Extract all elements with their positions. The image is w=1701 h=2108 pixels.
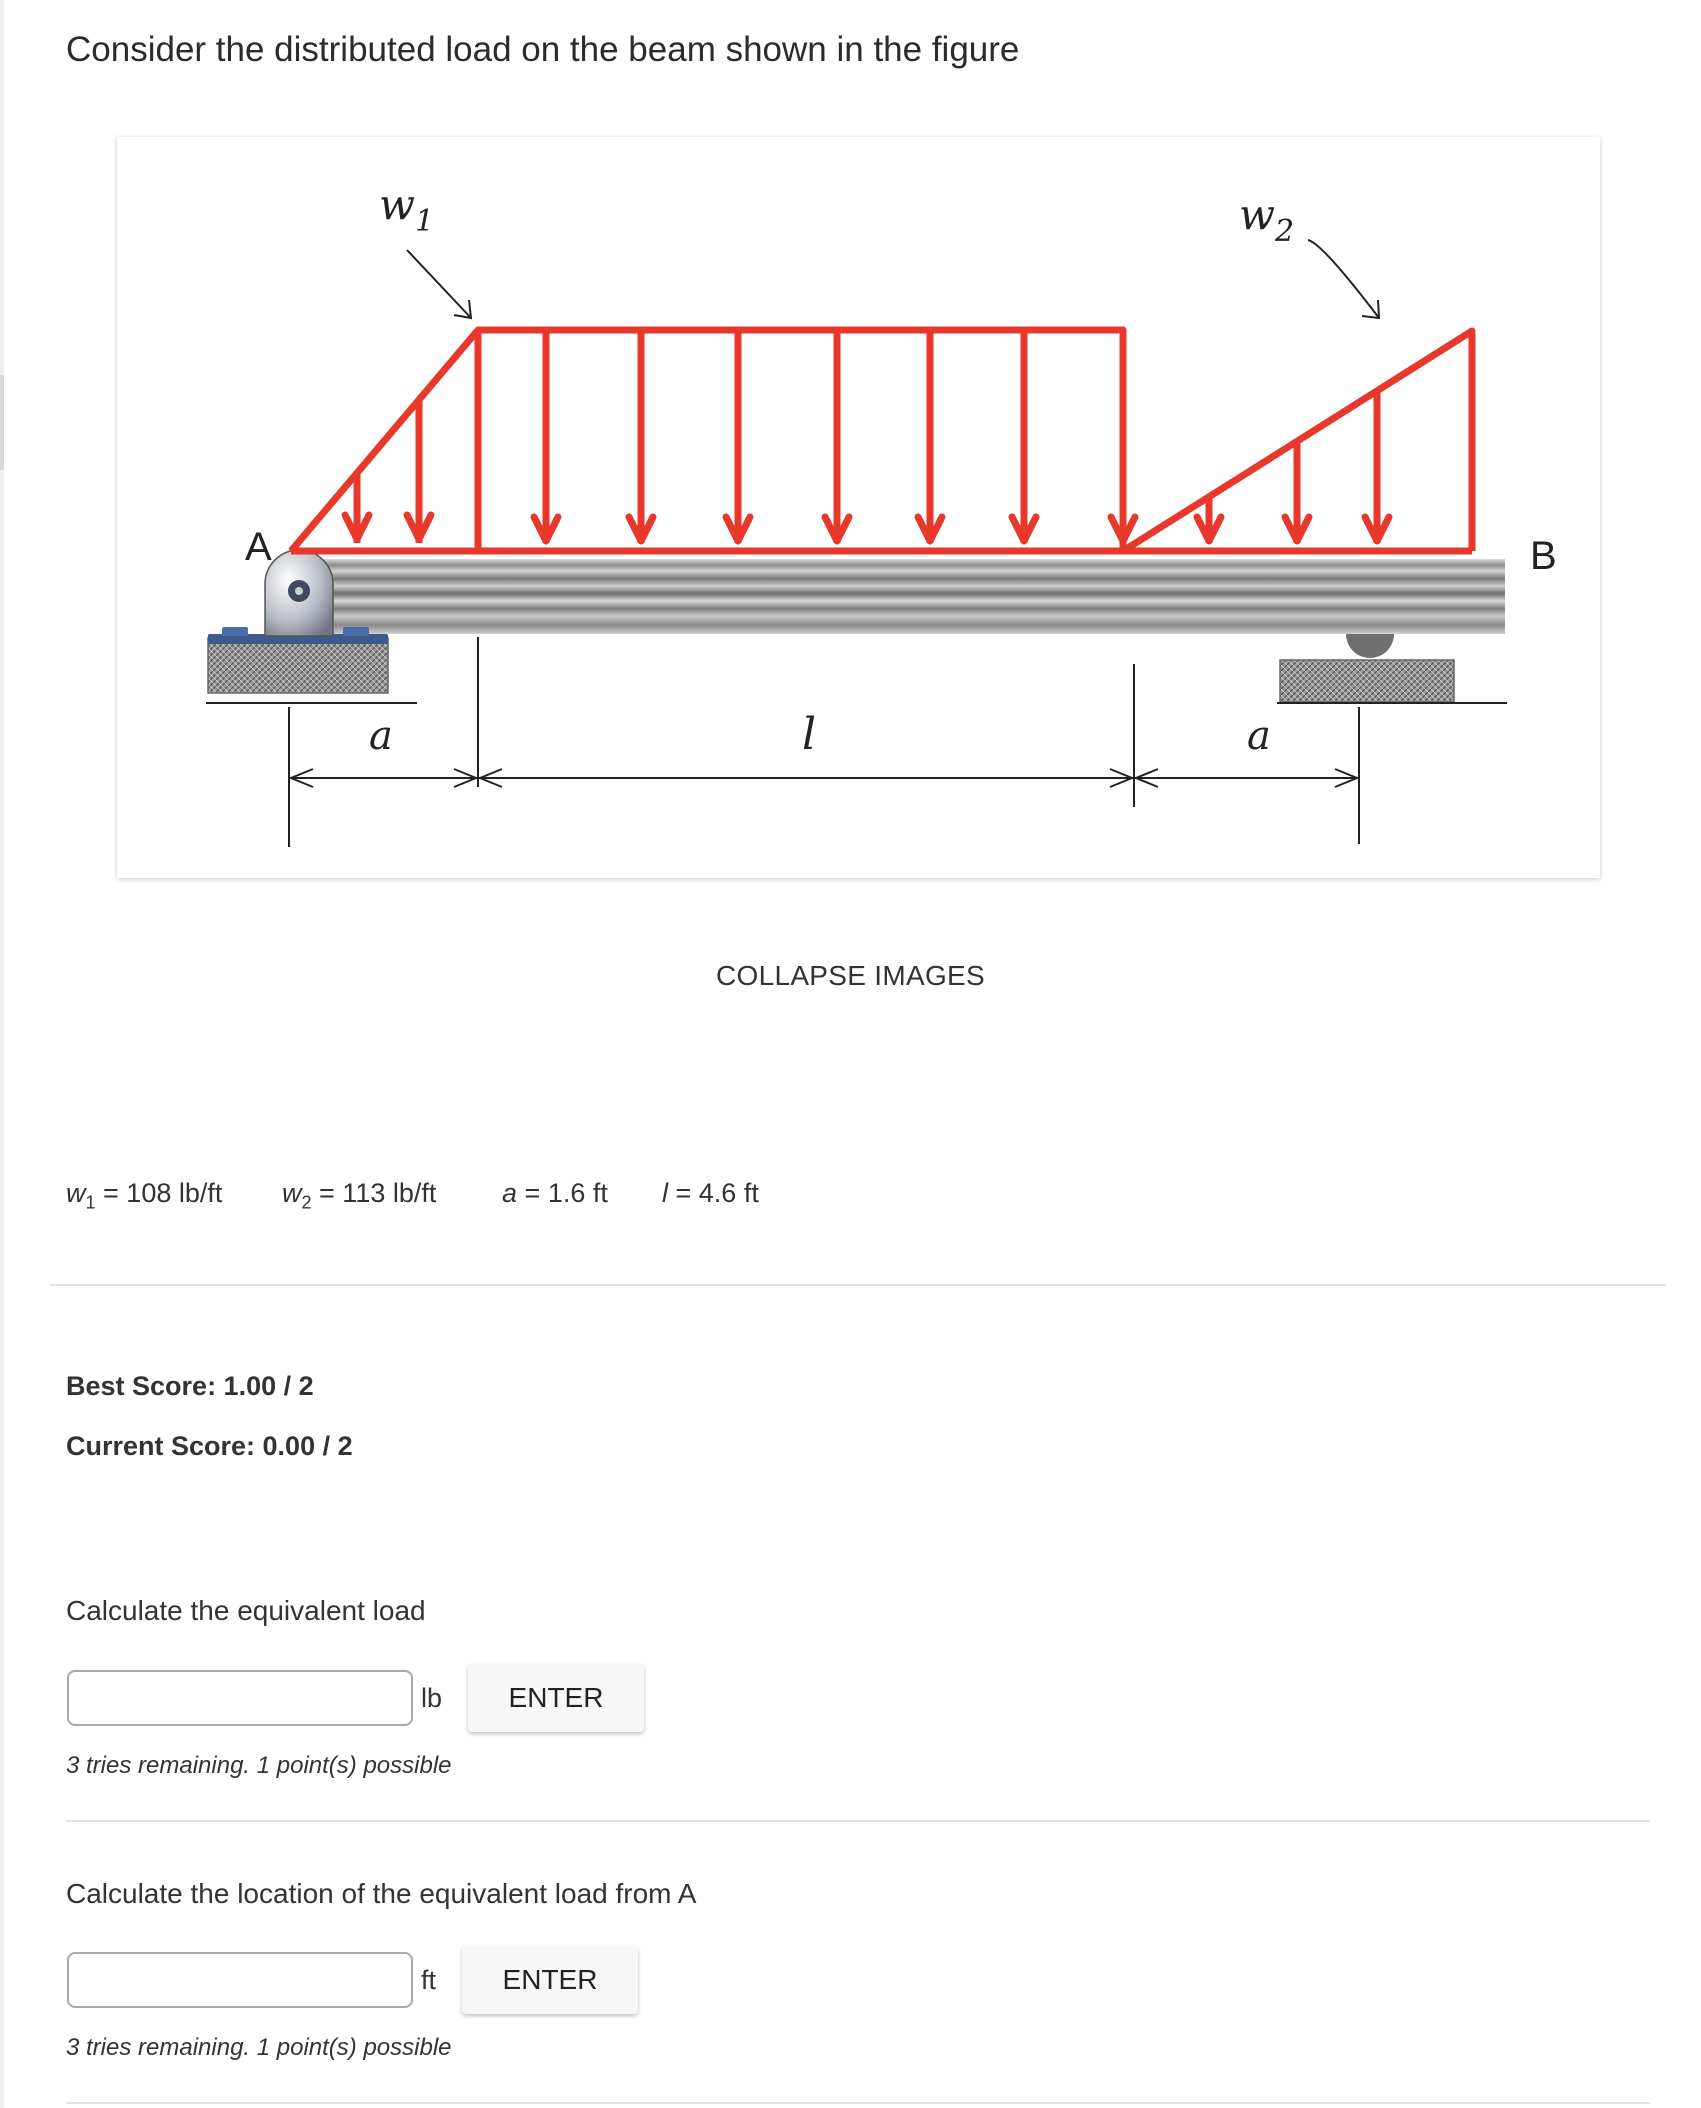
- part1-answer-input[interactable]: [67, 1670, 413, 1726]
- dimension-lines: [289, 637, 1359, 847]
- part2-answer-input[interactable]: [67, 1952, 413, 2008]
- part2-unit: ft: [421, 1965, 437, 1995]
- param-w2: $w_2 = 113$ lb/ft: [282, 1178, 437, 1213]
- part1-enter-button[interactable]: ENTER: [468, 1664, 644, 1732]
- dim-label-a-right: a: [1247, 713, 1271, 759]
- part2-tries: 3 tries remaining. 1 point(s) possible: [66, 2034, 452, 2061]
- roller-support-b: [1280, 634, 1454, 702]
- beam-diagram: [117, 137, 1600, 878]
- part2-prompt: Calculate the location of the equivalent load from A: [66, 1878, 697, 1909]
- distributed-load: [291, 330, 1472, 551]
- param-l: l = 4.6 ft: [662, 1178, 759, 1208]
- left-border-marker: [0, 375, 4, 470]
- param-a: a = 1.6 ft: [502, 1178, 608, 1208]
- dim-label-l: l: [802, 709, 817, 760]
- part1-prompt: Calculate the equivalent load: [66, 1595, 426, 1626]
- part2-enter-button[interactable]: ENTER: [462, 1946, 638, 2014]
- label-w2: $w_2$: [1239, 190, 1295, 249]
- bottom-divider: [66, 2102, 1650, 2104]
- dim-label-a-left: a: [369, 713, 393, 759]
- part1-unit: lb: [421, 1683, 443, 1713]
- part1-tries: 3 tries remaining. 1 point(s) possible: [66, 1752, 452, 1779]
- divider: [50, 1284, 1666, 1286]
- best-score: Best Score: 1.00 / 2: [66, 1371, 314, 1401]
- question-title: Consider the distributed load on the beam shown in the figure: [66, 30, 1020, 69]
- label-b-point: B: [1530, 534, 1557, 578]
- label-a-point: A: [245, 525, 272, 569]
- part-divider: [66, 1820, 1650, 1822]
- beam: [300, 559, 1505, 634]
- left-border: [0, 0, 4, 2108]
- current-score: Current Score: 0.00 / 2: [66, 1431, 353, 1461]
- beam-figure: [117, 137, 1600, 878]
- collapse-images-button[interactable]: COLLAPSE IMAGES: [0, 960, 1701, 992]
- load-pointers: [407, 240, 1379, 318]
- label-w1: $w_1$: [379, 180, 435, 239]
- load-arrowheads: [345, 515, 1389, 541]
- param-w1: $w_1 = 108$ lb/ft: [66, 1178, 223, 1213]
